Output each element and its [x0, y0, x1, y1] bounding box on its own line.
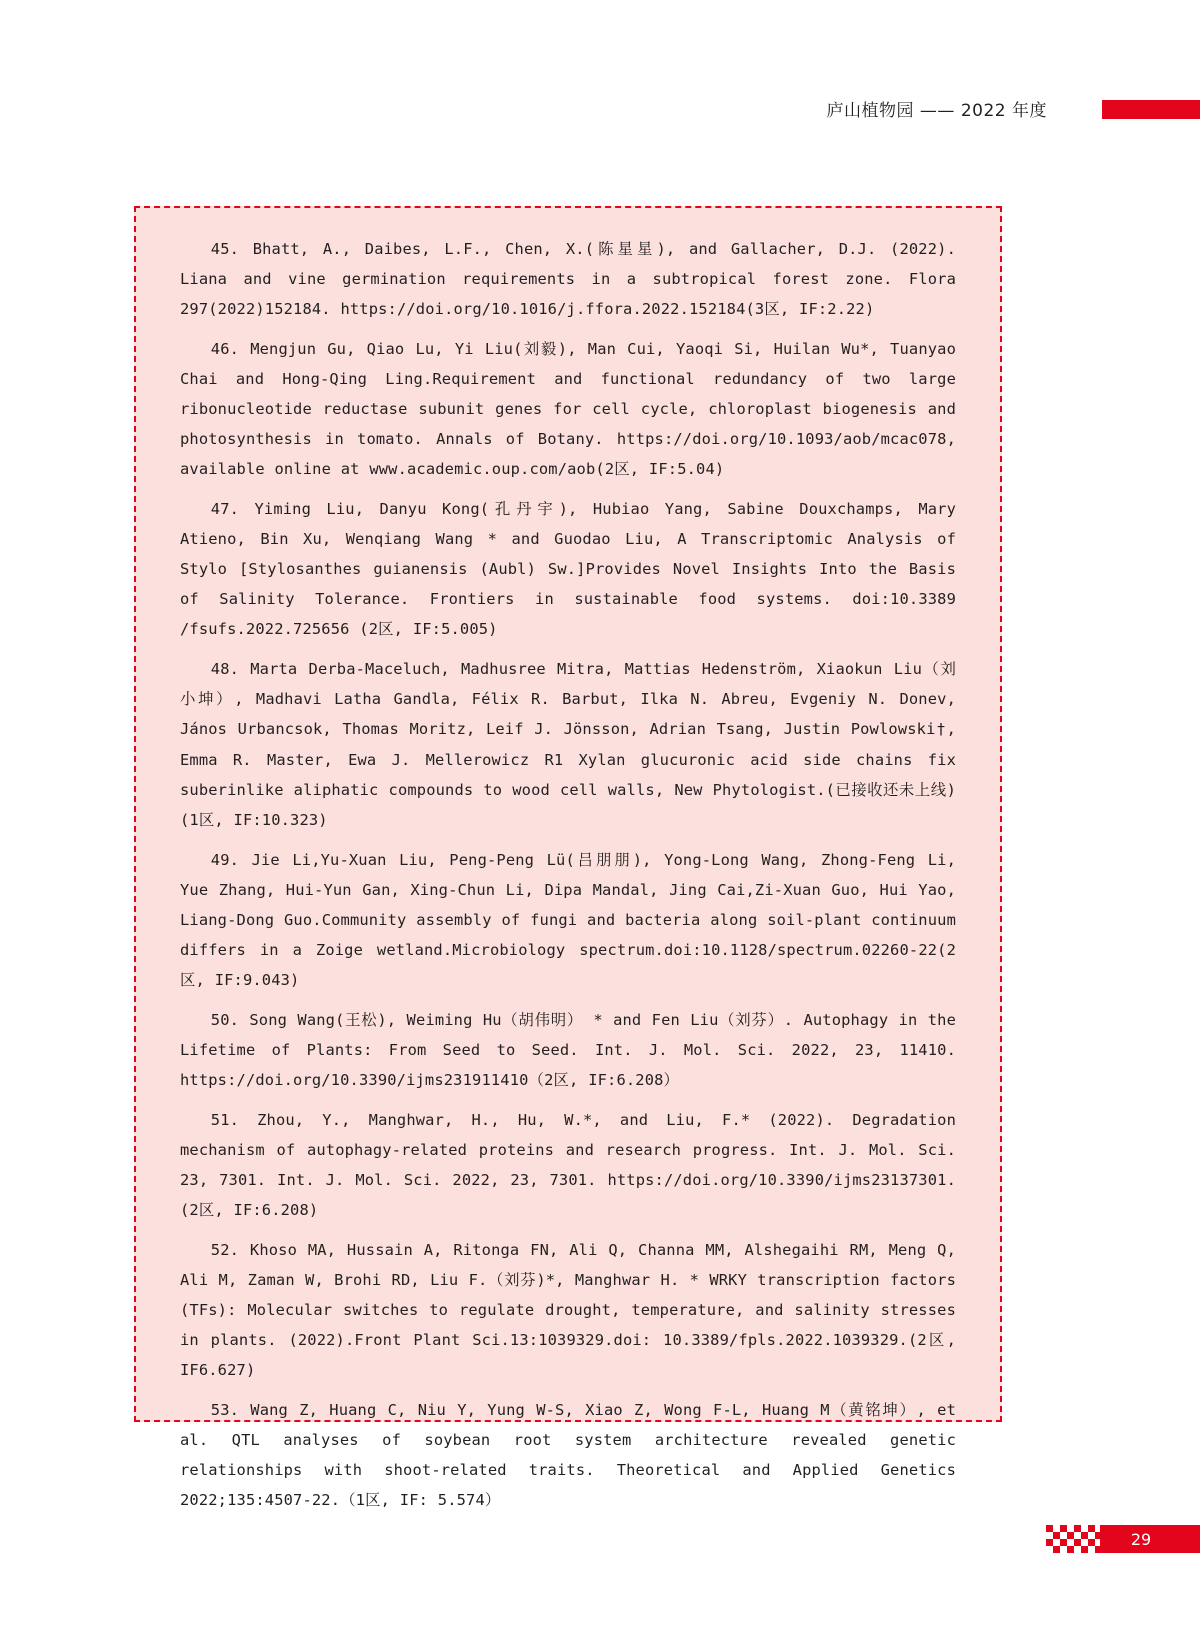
page-footer [1046, 1525, 1200, 1553]
reference-item: 50. Song Wang(王松), Weiming Hu（胡伟明） * and Fen Liu（刘芬）. Autophagy in the Lifetime of Plants: From Seed to Seed. Int. J. Mol. Sci. 2022, 23, 11410. https://doi.org/10.3390/ijms231911410（2区, IF:6.208） [180, 1010, 956, 1089]
references-panel [134, 206, 1002, 1510]
header-accent-bar [1102, 100, 1200, 119]
page-header [0, 96, 1200, 130]
header-title: 庐山植物园 —— 2022 年度 [826, 101, 1047, 121]
checker-pattern-decoration [1046, 1525, 1100, 1553]
reference-item: 48. Marta Derba-Maceluch, Madhusree Mitra, Mattias Hedenström, Xiaokun Liu（刘小坤）, Madhavi Latha Gandla, Félix R. Barbut, Ilka N. Abreu, Evgeniy N. Donev, János Urbancsok, Thomas Moritz, Leif J. Jönsson, Adrian Tsang, Justin Powlowski†, Emma R. Master, Ewa J. Mellerowicz R1 Xylan glucuronic acid side chains fix suberinlike aliphatic compounds to wood cell walls, New Phytologist.(已接收还未上线)(1区, IF:10.323) [180, 660, 956, 829]
reference-item: 47. Yiming Liu, Danyu Kong(孔丹宇), Hubiao Yang, Sabine Douxchamps, Mary Atieno, Bin Xu, Wenqiang Wang * and Guodao Liu, A Transcriptomic Analysis of Stylo [Stylosanthes guianensis (Aubl) Sw.]Provides Novel Insights Into the Basis of Salinity Tolerance. Frontiers in sustainable food systems. doi:10.3389 /fsufs.2022.725656 (2区, IF:5.005) [180, 500, 956, 639]
reference-item: 45. Bhatt, A., Daibes, L.F., Chen, X.(陈星星), and Gallacher, D.J. (2022). Liana and vine germination requirements in a subtropical forest zone. Flora 297(2022)152184. https://doi.org/10.1016/j.ffora.2022.152184(3区, IF:2.22) [180, 240, 956, 319]
reference-item: 53. Wang Z, Huang C, Niu Y, Yung W-S, Xiao Z, Wong F-L, Huang M（黄铭坤）, et al. QTL analyses of soybean root system architecture revealed genetic relationships with shoot-related traits. Theoretical and Applied Genetics 2022;135:4507-22.（1区, IF: 5.574） [180, 1401, 956, 1510]
reference-item: 49. Jie Li,Yu-Xuan Liu, Peng-Peng Lü(吕朋朋), Yong-Long Wang, Zhong-Feng Li, Yue Zhang, Hui-Yun Gan, Xing-Chun Li, Dipa Mandal, Jing Cai,Zi-Xuan Guo, Hui Yao, Liang-Dong Guo.Community assembly of fungi and bacteria along soil-plant continuum differs in a Zoige wetland.Microbiology spectrum.doi:10.1128/spectrum.02260-22(2区, IF:9.043) [180, 850, 956, 989]
reference-item: 51. Zhou, Y., Manghwar, H., Hu, W.*, and Liu, F.* (2022). Degradation mechanism of autophagy-related proteins and research progress. Int. J. Mol. Sci. 23, 7301. Int. J. Mol. Sci. 2022, 23, 7301. https://doi.org/10.3390/ijms23137301.(2区, IF:6.208) [180, 1110, 956, 1219]
reference-item: 46. Mengjun Gu, Qiao Lu, Yi Liu(刘毅), Man Cui, Yaoqi Si, Huilan Wu*, Tuanyao Chai and Hong-Qing Ling.Requirement and functional redundancy of two large ribonucleotide reductase subunit genes for cell cycle, chloroplast biogenesis and photosynthesis in tomato. Annals of Botany. https://doi.org/10.1093/aob/mcac078, available online at www.academic.oup.com/aob(2区, IF:5.04) [180, 340, 956, 479]
page-number: 29 [1100, 1525, 1200, 1553]
reference-item: 52. Khoso MA, Hussain A, Ritonga FN, Ali Q, Channa MM, Alshegaihi RM, Meng Q, Ali M, Zaman W, Brohi RD, Liu F.（刘芬)*, Manghwar H. * WRKY transcription factors (TFs): Molecular switches to regulate drought, temperature, and salinity stresses in plants. (2022).Front Plant Sci.13:1039329.doi: 10.3389/fpls.2022.1039329.(2区, IF6.627) [180, 1240, 956, 1380]
